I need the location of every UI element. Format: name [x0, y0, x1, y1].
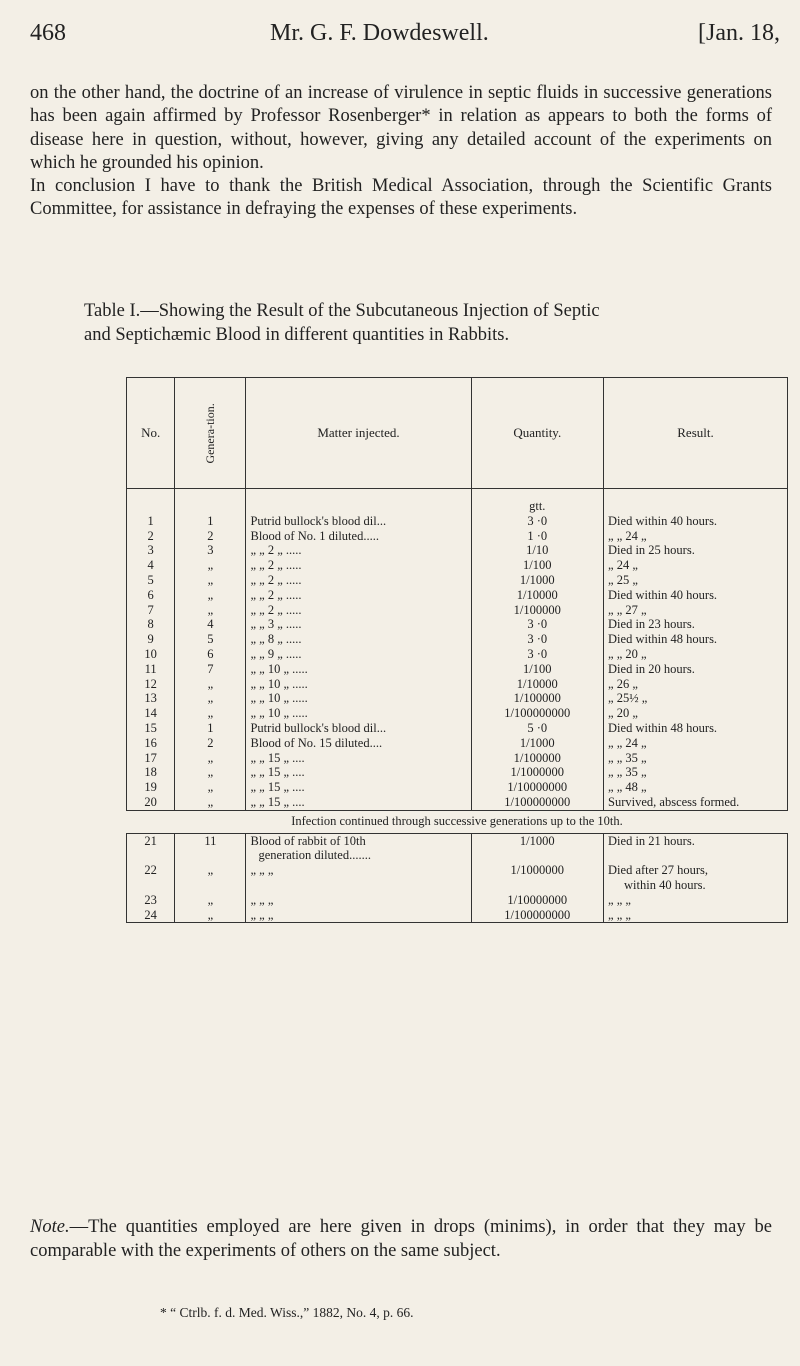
cell-generation: 3 [175, 543, 246, 558]
cell-no: 4 [127, 558, 175, 573]
cell-generation: 2 [175, 736, 246, 751]
cell-matter-line: „ „ „ [250, 892, 274, 907]
cell-generation: „ [175, 691, 246, 706]
cell-quantity: 3 ·0 [471, 632, 604, 647]
cell-result: Died in 23 hours. [604, 617, 788, 632]
table-row [127, 529, 788, 544]
cell-no: 24 [127, 908, 175, 923]
cell-result: Died within 48 hours. [604, 632, 788, 647]
cell-matter [246, 863, 471, 893]
cell-result: „ 25½ „ [604, 691, 788, 706]
cell-quantity: 1/100000 [471, 603, 604, 618]
cell-result: Died in 25 hours. [604, 543, 788, 558]
cell-result-line: Died after 27 hours, [608, 863, 709, 878]
cell-result: „ „ 24 „ [604, 529, 788, 544]
cell-matter: „ „ 8 „ ..... [246, 632, 471, 647]
cell-no: 1 [127, 514, 175, 529]
cell-matter-line: „ „ „ [250, 907, 274, 922]
cell-generation: „ [175, 558, 246, 573]
cell-no: 13 [127, 691, 175, 706]
cell-quantity: 1/1000000 [471, 765, 604, 780]
cell-no: 5 [127, 573, 175, 588]
table-caption [30, 300, 772, 347]
cell-generation: 4 [175, 617, 246, 632]
cell-quantity: 1/1000000 [471, 863, 604, 893]
table-row [127, 780, 788, 795]
cell-matter: Blood of No. 15 diluted.... [246, 736, 471, 751]
footnote: * “ Ctrlb. f. d. Med. Wiss.,” 1882, No. 4, p. 66. [160, 1305, 414, 1320]
cell-quantity: 1/10 [471, 543, 604, 558]
cell-result-line: „ „ „ [608, 907, 631, 922]
cell-result: „ „ 20 „ [604, 647, 788, 662]
cell-matter [246, 908, 471, 923]
cell-no: 18 [127, 765, 175, 780]
cell-result: „ 26 „ [604, 677, 788, 692]
table-header-row [127, 378, 788, 489]
cell-quantity: 1/10000000 [471, 780, 604, 795]
cell-quantity: 3 ·0 [471, 617, 604, 632]
cell-matter: Blood of No. 1 diluted..... [246, 529, 471, 544]
cell-quantity: 1/10000 [471, 677, 604, 692]
cell-matter: Putrid bullock's blood dil... [246, 721, 471, 736]
table-row [127, 632, 788, 647]
results-table [126, 377, 788, 923]
cell-generation: „ [175, 863, 246, 893]
note-text: —The quantities employed are here given in drops (minims), in order that they may be comparable with the experiments of others on the same subject. [30, 1217, 772, 1261]
header-quantity: Quantity. [471, 378, 604, 489]
cell-no: 7 [127, 603, 175, 618]
cell-generation: „ [175, 893, 246, 908]
cell-result-line: within 40 hours. [624, 877, 706, 892]
table-body-2 [127, 833, 788, 923]
table-row [127, 677, 788, 692]
cell-no: 20 [127, 795, 175, 810]
running-date: [Jan. 18, [698, 20, 780, 46]
cell-no: 8 [127, 617, 175, 632]
unit-row [127, 499, 788, 514]
cell-generation: 1 [175, 514, 246, 529]
span-note-row [127, 810, 788, 833]
table-row [127, 736, 788, 751]
running-header [30, 20, 780, 52]
cell-result: Died within 48 hours. [604, 721, 788, 736]
table-row [127, 543, 788, 558]
table-row [127, 558, 788, 573]
cell-quantity: 5 ·0 [471, 721, 604, 736]
cell-quantity: 3 ·0 [471, 514, 604, 529]
cell-result [604, 833, 788, 863]
table-row [127, 573, 788, 588]
cell-matter: „ „ 3 „ ..... [246, 617, 471, 632]
cell-result: „ „ 27 „ [604, 603, 788, 618]
cell-generation: „ [175, 706, 246, 721]
cell-matter: „ „ 2 „ ..... [246, 588, 471, 603]
cell-matter: „ „ 9 „ ..... [246, 647, 471, 662]
cell-no: 3 [127, 543, 175, 558]
cell-result: Died within 40 hours. [604, 514, 788, 529]
cell-matter [246, 833, 471, 863]
cell-matter: Putrid bullock's blood dil... [246, 514, 471, 529]
cell-no: 21 [127, 833, 175, 863]
cell-quantity: 1 ·0 [471, 529, 604, 544]
table-row [127, 647, 788, 662]
cell-quantity: 1/100000 [471, 691, 604, 706]
cell-no: 17 [127, 751, 175, 766]
cell-generation: 7 [175, 662, 246, 677]
cell-result: „ 24 „ [604, 558, 788, 573]
cell-no: 15 [127, 721, 175, 736]
cell-result: Died in 20 hours. [604, 662, 788, 677]
cell-quantity: 1/100 [471, 662, 604, 677]
cell-matter [246, 893, 471, 908]
cell-result: Survived, abscess formed. [604, 795, 788, 810]
paragraph: In conclusion I have to thank the British Medical Association, through the Scientific Grants Committee, for assistance in defraying the expenses of these experiments. [30, 176, 772, 220]
cell-no: 9 [127, 632, 175, 647]
header-no: No. [127, 378, 175, 489]
table-caption-line: and Septichæmic Blood in different quantities in Rabbits. [84, 324, 510, 345]
table-row [127, 893, 788, 908]
cell-result: „ 20 „ [604, 706, 788, 721]
cell-no: 10 [127, 647, 175, 662]
cell-result: „ „ 48 „ [604, 780, 788, 795]
cell-generation: „ [175, 573, 246, 588]
cell-no: 2 [127, 529, 175, 544]
span-note: Infection continued through successive generations up to the 10th. [127, 810, 788, 833]
cell-quantity: 3 ·0 [471, 647, 604, 662]
note-label: Note. [30, 1217, 70, 1237]
table-row [127, 765, 788, 780]
cell-generation: „ [175, 908, 246, 923]
cell-quantity: 1/100000 [471, 751, 604, 766]
table-caption-line: Table I.—Showing the Result of the Subcutaneous Injection of Septic [84, 301, 600, 321]
cell-result-line: Died in 21 hours. [608, 833, 695, 848]
cell-matter: „ „ 2 „ ..... [246, 558, 471, 573]
cell-matter-line: generation diluted....... [258, 848, 371, 863]
cell-quantity: 1/1000 [471, 833, 604, 863]
table-row [127, 706, 788, 721]
cell-no: 23 [127, 893, 175, 908]
cell-matter-line: Blood of rabbit of 10th [250, 833, 366, 848]
cell-no: 19 [127, 780, 175, 795]
table-note [30, 1216, 772, 1263]
cell-matter: „ „ 10 „ ..... [246, 677, 471, 692]
cell-quantity: 1/100000000 [471, 908, 604, 923]
cell-no: 16 [127, 736, 175, 751]
cell-no: 22 [127, 863, 175, 893]
cell-quantity: 1/10000 [471, 588, 604, 603]
cell-result [604, 908, 788, 923]
table-row [127, 617, 788, 632]
table-row [127, 751, 788, 766]
table-row [127, 795, 788, 810]
table-body [127, 489, 788, 811]
cell-generation: 5 [175, 632, 246, 647]
cell-no: 6 [127, 588, 175, 603]
cell-result: „ „ 35 „ [604, 765, 788, 780]
cell-quantity: 1/1000 [471, 736, 604, 751]
cell-generation: 11 [175, 833, 246, 863]
cell-result: „ „ 24 „ [604, 736, 788, 751]
header-generation: Genera-tion. [175, 378, 246, 489]
table-row [127, 691, 788, 706]
cell-generation: „ [175, 780, 246, 795]
cell-quantity: 1/1000 [471, 573, 604, 588]
cell-quantity: 1/100000000 [471, 706, 604, 721]
cell-matter-line: „ „ „ [250, 863, 274, 878]
cell-matter: „ „ 2 „ ..... [246, 543, 471, 558]
table-row [127, 603, 788, 618]
cell-quantity: 1/10000000 [471, 893, 604, 908]
page [30, 0, 780, 1366]
cell-result [604, 863, 788, 893]
cell-matter: „ „ 15 „ .... [246, 780, 471, 795]
cell-quantity: 1/100 [471, 558, 604, 573]
cell-generation: „ [175, 588, 246, 603]
cell-generation: „ [175, 765, 246, 780]
cell-result-line: „ „ „ [608, 892, 631, 907]
paragraph: on the other hand, the doctrine of an increase of virulence in septic fluids in successive generations has been again affirmed by Professor Rosenberger* in relation as appears to both the forms of disease here in question, without, however, giving any detailed account of the experiments on which he grounded his opinion. [30, 83, 772, 173]
header-result: Result. [604, 378, 788, 489]
table-row [127, 588, 788, 603]
cell-matter: „ „ 10 „ ..... [246, 706, 471, 721]
cell-matter: „ „ 15 „ .... [246, 765, 471, 780]
table-row [127, 721, 788, 736]
table-row [127, 863, 788, 893]
table-row [127, 833, 788, 863]
cell-result: „ „ 35 „ [604, 751, 788, 766]
cell-result [604, 893, 788, 908]
cell-result: „ 25 „ [604, 573, 788, 588]
table-row [127, 662, 788, 677]
cell-quantity: 1/100000000 [471, 795, 604, 810]
table-row [127, 514, 788, 529]
cell-no: 14 [127, 706, 175, 721]
cell-generation: „ [175, 751, 246, 766]
page-number: 468 [30, 20, 66, 46]
cell-generation: 2 [175, 529, 246, 544]
running-title: Mr. G. F. Dowdeswell. [270, 20, 489, 46]
cell-generation: „ [175, 603, 246, 618]
cell-matter: „ „ 2 „ ..... [246, 573, 471, 588]
cell-matter: „ „ 10 „ ..... [246, 662, 471, 677]
cell-no: 12 [127, 677, 175, 692]
cell-generation: 6 [175, 647, 246, 662]
unit-label: gtt. [471, 499, 604, 514]
body-text [30, 82, 772, 222]
cell-no: 11 [127, 662, 175, 677]
header-matter: Matter injected. [246, 378, 471, 489]
cell-matter: „ „ 2 „ ..... [246, 603, 471, 618]
cell-matter: „ „ 15 „ .... [246, 795, 471, 810]
cell-generation: „ [175, 677, 246, 692]
cell-generation: „ [175, 795, 246, 810]
table-row [127, 908, 788, 923]
cell-matter: „ „ 15 „ .... [246, 751, 471, 766]
cell-generation: 1 [175, 721, 246, 736]
cell-matter: „ „ 10 „ ..... [246, 691, 471, 706]
cell-result: Died within 40 hours. [604, 588, 788, 603]
